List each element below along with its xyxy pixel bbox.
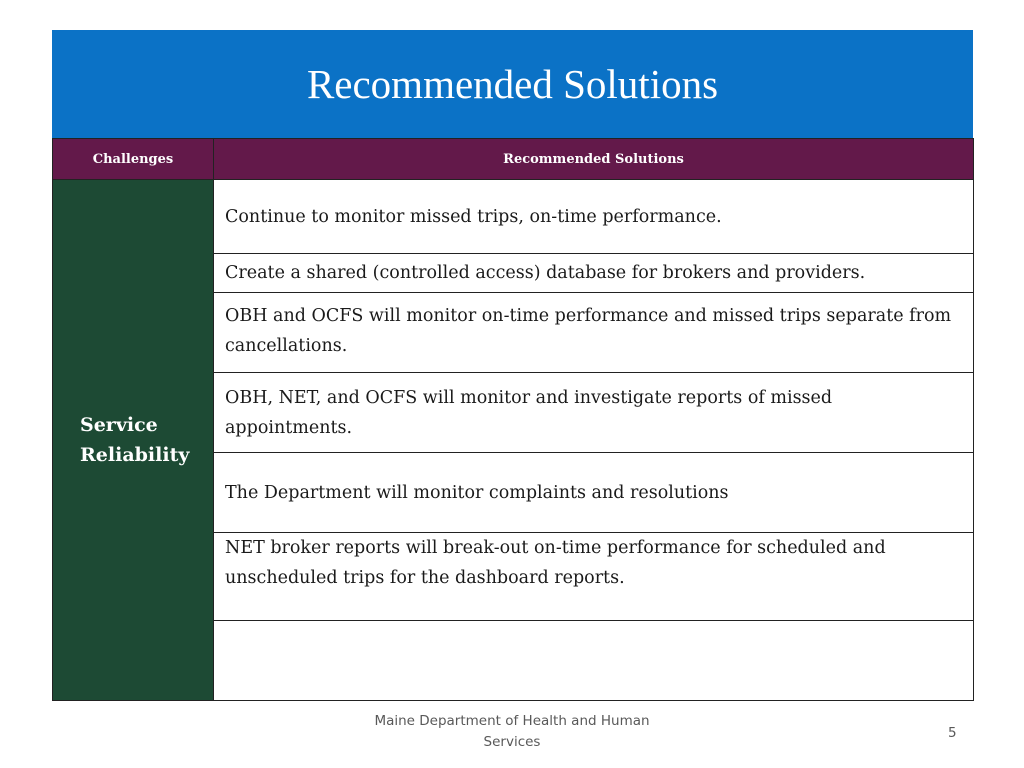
page-number: 5 (948, 725, 957, 741)
solution-cell: OBH and OCFS will monitor on-time performance and missed trips separate from cancellations. (214, 293, 974, 373)
solutions-table (52, 138, 974, 701)
solution-cell: The Department will monitor complaints and resolutions (214, 453, 974, 533)
table-row (53, 180, 974, 254)
solution-cell: Create a shared (controlled access) database for brokers and providers. (214, 254, 974, 293)
solution-cell: Continue to monitor missed trips, on-time performance. (214, 180, 974, 254)
footer-organization: Maine Department of Health and Human Services (374, 713, 650, 750)
challenge-cell: Service Reliability (53, 180, 214, 701)
solution-cell-empty (214, 621, 974, 701)
title-bar (52, 30, 973, 138)
slide-title: Recommended Solutions (306, 61, 719, 107)
solution-cell: OBH, NET, and OCFS will monitor and investigate reports of missed appointments. (214, 373, 974, 453)
header-challenges: Challenges (53, 139, 214, 180)
table-header-row (53, 139, 974, 180)
header-recommended-solutions: Recommended Solutions (214, 139, 974, 180)
solution-cell: NET broker reports will break-out on-time performance for scheduled and unscheduled trips for the dashboard reports. (214, 533, 974, 621)
solutions-table-wrapper (52, 138, 973, 699)
